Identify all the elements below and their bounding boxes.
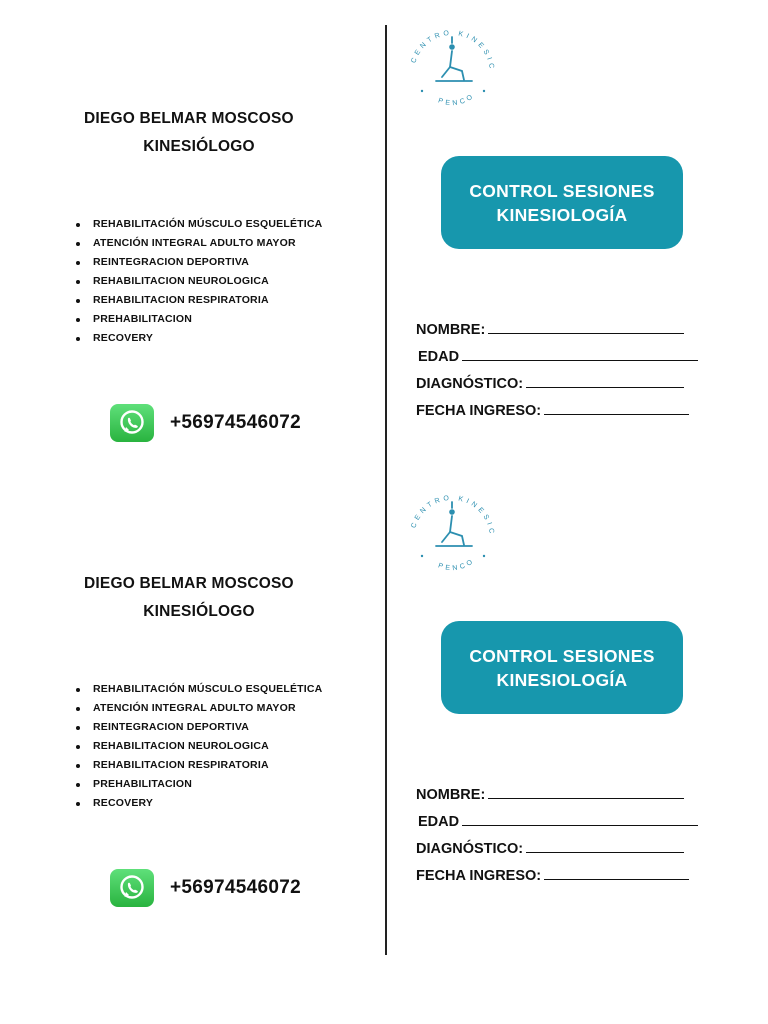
session-card-2 — [0, 490, 768, 955]
whatsapp-icon — [110, 404, 154, 442]
logo-top-text: CENTRO KINESIC — [410, 494, 496, 538]
field-label: NOMBRE: — [416, 322, 486, 338]
diagnostico-field[interactable] — [416, 365, 698, 392]
fecha-ingreso-field[interactable] — [416, 392, 698, 419]
bullet-icon — [76, 707, 80, 711]
field-label: FECHA INGRESO: — [416, 403, 542, 419]
field-label: FECHA INGRESO: — [416, 868, 542, 884]
svg-text:CENTRO KINESICO — [400, 490, 495, 537]
service-item: REHABILITACIÓN MÚSCULO ESQUELÉTICA — [74, 680, 322, 699]
bullet-icon — [76, 242, 80, 246]
field-label: EDAD — [418, 349, 460, 365]
nombre-field[interactable] — [416, 776, 698, 803]
therapist-name: DIEGO BELMAR MOSCOSO — [84, 110, 294, 127]
bullet-icon — [76, 764, 80, 768]
banner-line-2: KINESIOLOGÍA — [496, 669, 628, 690]
phone-number[interactable]: +56974546072 — [170, 412, 301, 433]
service-item: REHABILITACIÓN MÚSCULO ESQUELÉTICA — [74, 215, 322, 234]
field-blank-line[interactable] — [488, 798, 684, 799]
service-item: REHABILITACION NEUROLOGICA — [74, 272, 322, 291]
edad-field[interactable] — [416, 803, 698, 830]
bullet-icon — [76, 318, 80, 322]
banner-line-1: CONTROL SESIONES — [469, 645, 655, 666]
field-label: NOMBRE: — [416, 787, 486, 803]
warrior-pose-figure-icon — [436, 37, 472, 81]
logo-bottom-text: PENCO — [437, 92, 477, 108]
bullet-icon — [76, 299, 80, 303]
field-blank-line[interactable] — [526, 852, 684, 853]
therapist-title: KINESIÓLOGO — [143, 603, 255, 620]
service-item: REINTEGRACION DEPORTIVA — [74, 253, 322, 272]
service-item: REHABILITACION RESPIRATORIA — [74, 291, 322, 310]
centro-kinesico-logo — [400, 490, 504, 574]
svg-text:PENCO — [437, 557, 476, 572]
field-label: EDAD — [418, 814, 460, 830]
contact-row — [110, 403, 301, 443]
banner-line-1: CONTROL SESIONES — [469, 180, 655, 201]
banner-line-2: KINESIOLOGÍA — [496, 204, 628, 225]
field-blank-line[interactable] — [488, 333, 684, 334]
svg-text:PENCO — [437, 92, 476, 107]
logo-bottom-text: PENCO — [437, 557, 477, 573]
svg-text:CENTRO KINESICO — [400, 25, 495, 72]
bullet-icon — [76, 745, 80, 749]
service-item: RECOVERY — [74, 329, 322, 348]
bullet-icon — [76, 280, 80, 284]
session-control-banner — [441, 156, 683, 249]
logo-top-text: CENTRO KINESIC — [410, 29, 496, 73]
contact-row — [110, 868, 301, 908]
service-item: REINTEGRACION DEPORTIVA — [74, 718, 322, 737]
bullet-icon — [76, 261, 80, 265]
field-label: DIAGNÓSTICO: — [416, 376, 524, 392]
field-label: DIAGNÓSTICO: — [416, 841, 524, 857]
session-control-banner — [441, 621, 683, 714]
nombre-field[interactable] — [416, 311, 698, 338]
patient-form — [416, 776, 698, 884]
warrior-pose-figure-icon — [436, 502, 472, 546]
edad-field[interactable] — [416, 338, 698, 365]
therapist-name: DIEGO BELMAR MOSCOSO — [84, 575, 294, 592]
bullet-icon — [76, 337, 80, 341]
fecha-ingreso-field[interactable] — [416, 857, 698, 884]
whatsapp-icon — [110, 869, 154, 907]
phone-number[interactable]: +56974546072 — [170, 877, 301, 898]
bullet-icon — [76, 688, 80, 692]
patient-form — [416, 311, 698, 419]
card-divider — [385, 490, 387, 955]
bullet-icon — [76, 726, 80, 730]
session-card-1 — [0, 25, 768, 490]
diagnostico-field[interactable] — [416, 830, 698, 857]
bullet-icon — [76, 783, 80, 787]
therapist-title: KINESIÓLOGO — [143, 138, 255, 155]
service-item: RECOVERY — [74, 794, 322, 813]
service-item: PREHABILITACION — [74, 775, 322, 794]
bullet-icon — [76, 223, 80, 227]
service-item: REHABILITACION NEUROLOGICA — [74, 737, 322, 756]
service-item: ATENCIÓN INTEGRAL ADULTO MAYOR — [74, 234, 322, 253]
bullet-icon — [76, 802, 80, 806]
service-item: ATENCIÓN INTEGRAL ADULTO MAYOR — [74, 699, 322, 718]
field-blank-line[interactable] — [544, 879, 689, 880]
field-blank-line[interactable] — [526, 387, 684, 388]
field-blank-line[interactable] — [462, 360, 698, 361]
field-blank-line[interactable] — [462, 825, 698, 826]
services-list — [74, 680, 322, 813]
service-item: REHABILITACION RESPIRATORIA — [74, 756, 322, 775]
centro-kinesico-logo — [400, 25, 504, 109]
service-item: PREHABILITACION — [74, 310, 322, 329]
services-list — [74, 215, 322, 348]
card-divider — [385, 25, 387, 490]
field-blank-line[interactable] — [544, 414, 689, 415]
